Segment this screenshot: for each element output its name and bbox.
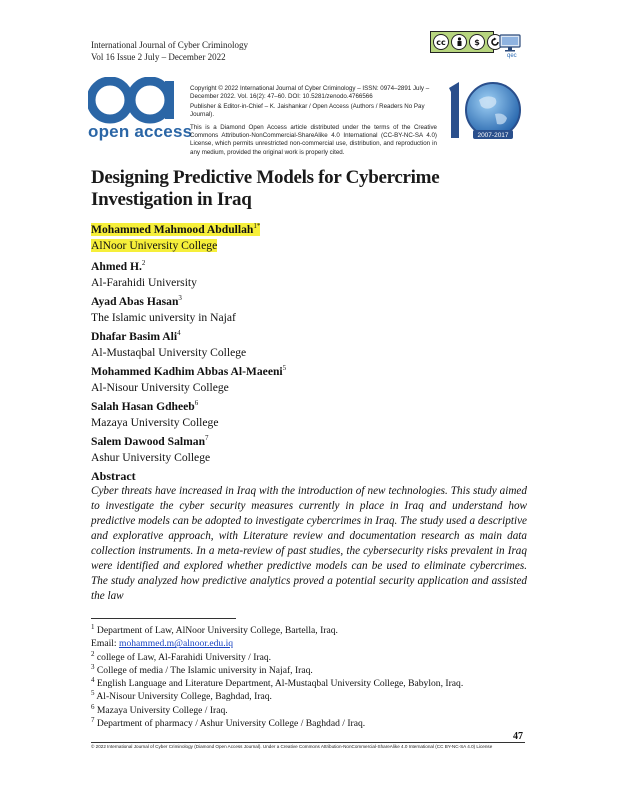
author-footnote-mark: 5 [282,364,287,373]
author-name: Mohammed Kadhim Abbas Al-Maeeni [91,365,283,378]
author-affiliation: AlNoor University College [91,238,218,252]
author-entry [91,329,286,360]
footnote-text: Department of pharmacy / Ashur University College / Baghdad / Iraq. [94,718,366,730]
footer-divider [91,742,525,743]
author-list [91,222,286,469]
license-statement: This is a Diamond Open Access article distributed under the terms of the Creative Commons Attribution-NonCommercial-ShareAlike 4.0 International (CC-BY-NC-SA 4.0) License, which permits unrestricted non-commercial use, distribution, and reproduction in any medium, provided the original work is properly cited. [190,123,437,156]
anniversary-years: 2007-2017 [477,132,509,139]
footnote-number: 4 [91,676,95,684]
author-name: Salem Dawood Salman [91,435,206,448]
nc-icon: $ [469,34,485,50]
tenth-anniversary-logo [443,78,531,146]
author-entry [91,434,286,465]
author-affiliation: Al-Mustaqbal University College [91,345,247,359]
footer-license: © 2022 International Journal of Cyber Criminology (Diamond Open Access Journal). Under a Creative Commons Attribution-NonCommercial-ShareAlike 4.0 International (CC BY-NC-SA 4.0) License [91,744,493,749]
author-affiliation: Ashur University College [91,450,211,464]
issue-line: Vol 16 Issue 2 July – December 2022 [91,52,226,62]
author-name: Dhafar Basim Ali [91,330,178,343]
footnote-number: 2 [91,649,95,658]
author-name: Ahmed H. [91,260,142,273]
cc-icon: cc [433,34,449,50]
footnote-text: Al-Nisour University College, Baghdad, Iraq. [94,691,272,703]
author-entry [91,259,286,290]
footnote-text: Mazaya University College / Iraq. [94,704,228,716]
author-affiliation: The Islamic university in Najaf [91,310,236,324]
qec-label: qec [507,53,517,59]
footnote-divider [91,618,236,619]
cc-license-icons [433,34,503,50]
footnote-1 [91,624,531,637]
open-access-logo-text: open access [88,122,193,141]
footnote-number: 3 [91,662,95,671]
author-name: Mohammed Mahmood Abdullah [91,223,254,236]
author-name: Salah Hasan Gdheeb [91,400,195,413]
page-number: 47 [513,731,523,742]
footnote-email [91,637,531,650]
author-affiliation: Mazaya University College [91,415,219,429]
author-entry [91,222,286,253]
email-label: Email: [91,638,119,650]
author-footnote-mark: 3 [178,294,182,303]
author-footnote-mark: 2 [141,259,146,268]
author-entry [91,364,286,395]
footnote-text: college of Law, Al-Farahidi University / Iraq. [94,651,272,663]
author-affiliation: Al-Farahidi University [91,275,197,289]
author-footnote-mark: 6 [194,399,199,408]
abstract-heading: Abstract [91,469,136,483]
email-link[interactable]: mohammed.m@alnoor.edu.iq [118,638,234,650]
author-footnote-mark: 4 [177,329,181,338]
author-entry [91,294,286,325]
journal-name: International Journal of Cyber Criminology [91,40,248,50]
footnote-number: 7 [91,715,95,724]
footnote-5 [91,690,531,703]
by-icon [451,34,467,50]
article-title: Designing Predictive Models for Cybercrime Investigation in Iraq [91,167,440,210]
footnote-3 [91,664,531,677]
copyright-line: Copyright © 2022 International Journal of Cyber Criminology – ISSN: 0974–2891 July – December 2022. Vol. 16(2): 47–60. DOI: 10.5281/zenodo.4766566 [190,85,430,101]
footnotes [91,624,531,730]
author-entry [91,399,286,430]
footnote-number: 5 [91,689,95,698]
abstract-body: Cyber threats have increased in Iraq with the introduction of new technologies. This study aimed to investigate the cyber security measures currently in place in Iraq and understand how predictive models can be adopted to investigate cybercrimes in Iraq. The study used a descriptive and explorative approach, with Literature review and documentation research as main data collection instruments. In a meta-review of past studies, the cybersecurity risks prevalent in Iraq were identified and explored whether predictive models can be used to eliminate cybercrimes. The study analyzed how predictive analytics proved a potential security application and assisted the law [91,485,527,602]
footnote-6 [91,704,531,717]
author-name: Ayad Abas Hasan [91,295,179,308]
author-footnote-mark: 1* [253,222,261,231]
footnote-2 [91,651,531,664]
footnote-text: English Language and Literature Department, Al-Mustaqbal University College, Babylon, Iraq. [94,678,464,690]
copyright-block [190,85,437,161]
footnote-number: 1 [91,622,95,631]
footnote-4 [91,677,531,690]
qec-monitor-icon [498,34,522,52]
footnote-text: College of media / The Islamic university in Najaf, Iraq. [94,664,313,676]
author-affiliation: Al-Nisour University College [91,380,229,394]
editor-line: Publisher & Editor-in-Chief – K. Jaishankar / Open Access (Authors / Readers No Pay Journal). [190,102,425,119]
footnote-number: 6 [91,702,95,711]
running-header [91,39,248,63]
footnote-7 [91,717,531,730]
author-footnote-mark: 7 [205,434,209,443]
footnote-text: Department of Law, AlNoor University College, Bartella, Iraq. [94,625,338,636]
